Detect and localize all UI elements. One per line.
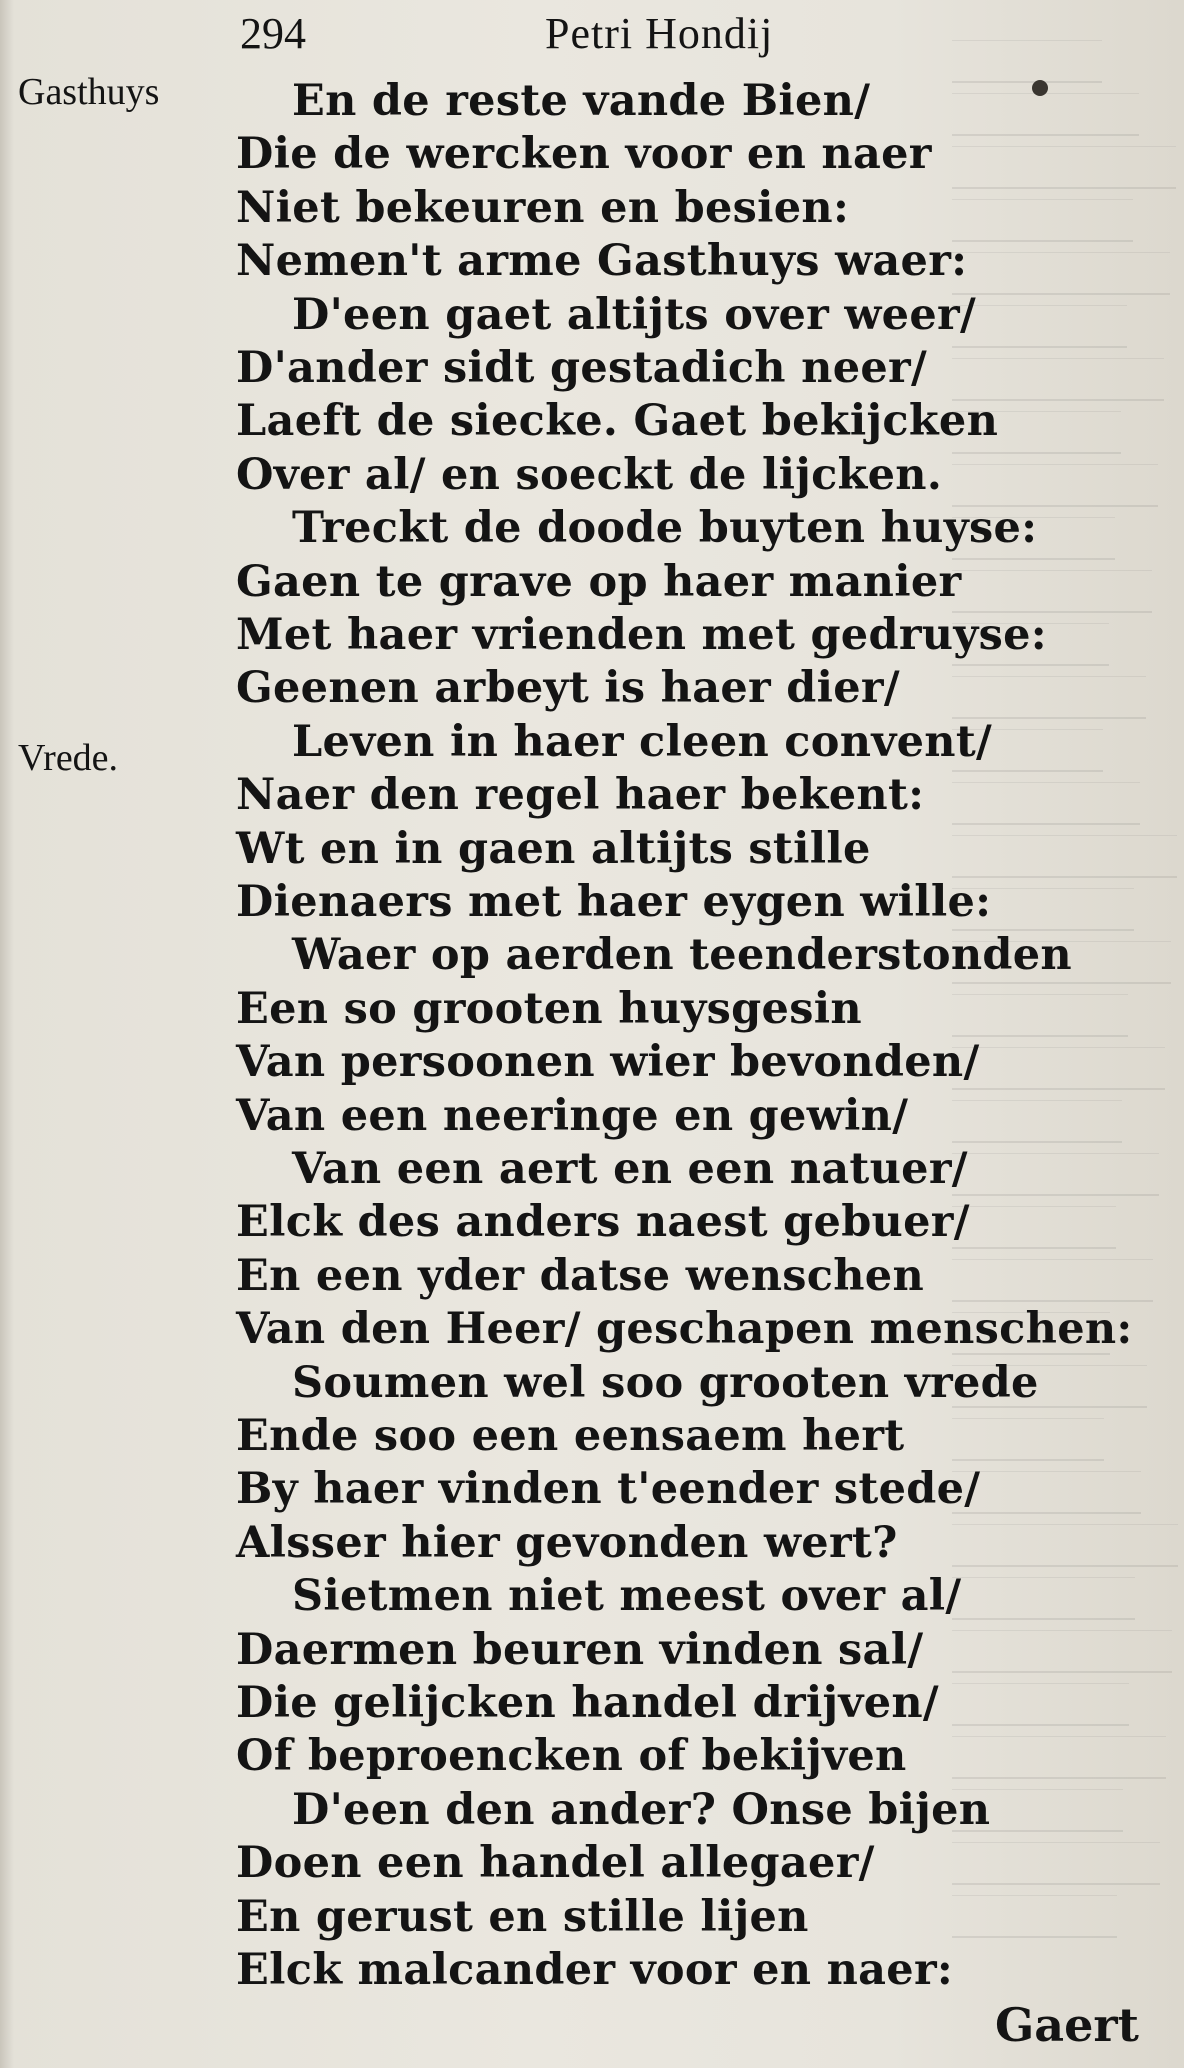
poem-line: Ende soo een eensaem hert (236, 1411, 905, 1461)
poem-line: Laeft de siecke. Gaet bekijcken (236, 396, 999, 447)
poem-line: Naer den regel haer bekent: (236, 770, 925, 821)
poem-line: Niet bekeuren en besien: (236, 182, 850, 233)
poem-line: D'een den ander? Onse bijen (292, 1784, 991, 1835)
poem-line: Leven in haer cleen convent/ (292, 716, 993, 767)
poem-line: Gaen te grave op haer manier (236, 556, 962, 607)
poem-line: En de reste vande Bien/ (292, 76, 871, 126)
poem-line: Van persoonen wier bevonden/ (236, 1037, 980, 1088)
poem-line: Nemen't arme Gasthuys waer: (236, 236, 968, 287)
marginal-note-vrede: Vrede. (18, 737, 119, 779)
poem-line: En een yder datse wenschen (236, 1250, 925, 1301)
poem-line: Elck des anders naest gebuer/ (236, 1197, 970, 1248)
poem-line: Van den Heer/ geschapen menschen: (236, 1304, 1133, 1355)
poem-line: Geenen arbeyt is haer dier/ (236, 663, 900, 714)
catchword: Gaert (995, 1998, 1139, 2052)
poem-line: Elck malcander voor en naer: (236, 1945, 954, 1995)
poem-line: Doen een handel allegaer/ (236, 1838, 875, 1889)
poem-line: Die gelijcken handel drijven/ (236, 1678, 939, 1728)
poem-line: Die de wercken voor en naer (236, 129, 932, 180)
page-number: 294 (240, 9, 306, 58)
poem-line: Soumen wel soo grooten vrede (292, 1357, 1039, 1408)
poem-line: Of beproencken of bekijven (236, 1731, 907, 1782)
poem-line: Over al/ en soeckt de lijcken. (236, 449, 943, 500)
poem-line: Daermen beuren vinden sal/ (236, 1624, 924, 1675)
poem-line: Sietmen niet meest over al/ (292, 1571, 962, 1622)
poem-line: En gerust en stille lijen (236, 1891, 809, 1942)
page-header (240, 8, 980, 68)
running-head: Petri Hondij (545, 9, 774, 58)
poem-line: Een so grooten huysgesin (236, 983, 862, 1034)
poem-line: Alsser hier gevonden wert? (236, 1517, 898, 1568)
poem-line: Met haer vrienden met gedruyse: (236, 610, 1047, 660)
poem-line: D'een gaet altijts over weer/ (292, 289, 976, 340)
poem-line: Van een neeringe en gewin/ (236, 1090, 909, 1141)
poem-line: By haer vinden t'eender stede/ (236, 1464, 981, 1515)
marginal-note-gasthuys: Gasthuys (18, 71, 160, 113)
poem-line: Van een aert en een natuer/ (292, 1144, 968, 1194)
poem-line: Dienaers met haer eygen wille: (236, 877, 992, 927)
poem-line: D'ander sidt gestadich neer/ (236, 343, 927, 393)
poem-line: Wt en in gaen altijts stille (236, 823, 871, 874)
poem-body (236, 75, 1136, 1995)
binding-edge (0, 0, 14, 2068)
poem-line: Treckt de doode buyten huyse: (292, 503, 1038, 554)
poem-line: Waer op aerden teenderstonden (292, 930, 1072, 981)
